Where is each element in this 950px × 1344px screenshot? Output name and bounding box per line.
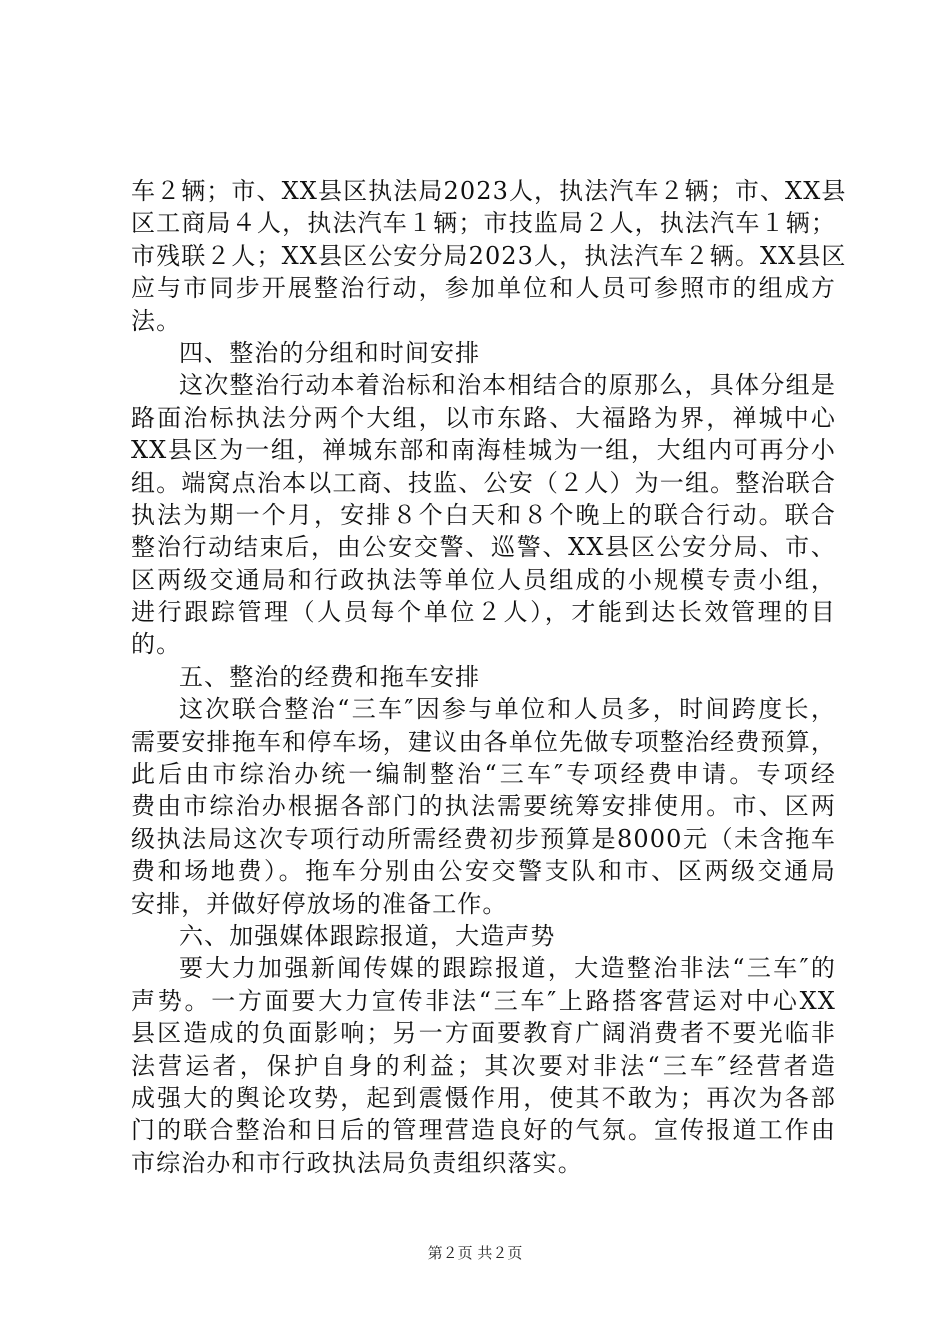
section-heading: 六、加强媒体跟踪报道，大造声势: [179, 921, 556, 950]
text-line: 法营运者，保护自身的利益；其次要对非法“三车″经营者造: [131, 1051, 836, 1080]
text-line: 区两级交通局和行政执法等单位人员组成的小规模专责小组，: [131, 565, 836, 594]
text-line: 市综治办和市行政执法局负责组织落实。: [131, 1148, 583, 1177]
section-heading: 四、整治的分组和时间安排: [179, 338, 481, 367]
text-line: 进行跟踪管理（人员每个单位２人），才能到达长效管理的目: [131, 598, 836, 627]
section-heading: 五、整治的经费和拖车安排: [179, 662, 481, 691]
text-line: 的。: [131, 630, 182, 659]
text-line: 市残联２人；XX县区公安分局2023人，执法汽车２辆。XX县区: [131, 241, 847, 270]
text-line: 门的联合整治和日后的管理营造良好的气氛。宣传报道工作由: [131, 1116, 836, 1145]
page-number-footer: 第２页 共２页: [427, 1244, 523, 1262]
text-line: 车２辆；市、XX县区执法局2023人，执法汽车２辆；市、XX县: [131, 177, 847, 205]
text-line: 区工商局４人，执法汽车１辆；市技监局２人，执法汽车１辆；: [131, 209, 836, 238]
text-line: 应与市同步开展整治行动，参加单位和人员可参照市的组成方: [131, 274, 836, 303]
document-body: [131, 175, 847, 1179]
text-line: 法。: [131, 306, 182, 335]
text-line: 执法为期一个月，安排８个白天和８个晚上的联合行动。联合: [131, 500, 836, 529]
text-line: 整治行动结束后，由公安交警、巡警、XX县区公安分局、市、: [131, 533, 836, 562]
text-line: 级执法局这次专项行动所需经费初步预算是8000元（未含拖车: [131, 824, 836, 853]
text-line: 费由市综治办根据各部门的执法需要统筹安排使用。市、区两: [131, 792, 836, 821]
paragraph-first-line: 这次整治行动本着治标和治本相结合的原那么，具体分组是: [179, 371, 836, 400]
paragraph-first-line: 这次联合整治“三车″因参与单位和人员多，时间跨度长，: [179, 695, 836, 724]
text-line: 此后由市综治办统一编制整治“三车″专项经费申请。专项经: [131, 760, 836, 789]
text-line: 安排，并做好停放场的准备工作。: [131, 889, 508, 918]
text-line: 费和场地费）。拖车分别由公安交警支队和市、区两级交通局: [131, 857, 836, 886]
text-line: 县区造成的负面影响；另一方面要教育广阔消费者不要光临非: [131, 1019, 836, 1048]
text-line: 需要安排拖车和停车场，建议由各单位先做专项整治经费预算，: [131, 727, 836, 756]
text-line: 路面治标执法分两个大组，以市东路、大福路为界，禅城中心: [131, 403, 836, 432]
text-line: XX县区为一组，禅城东部和南海桂城为一组，大组内可再分小: [131, 436, 836, 465]
text-line: 成强大的舆论攻势，起到震慑作用，使其不敢为；再次为各部: [131, 1083, 836, 1112]
text-line: 组。端窝点治本以工商、技监、公安（２人）为一组。整治联合: [131, 468, 836, 497]
paragraph-first-line: 要大力加强新闻传媒的跟踪报道，大造整治非法“三车″的: [179, 954, 836, 983]
text-line: 声势。一方面要大力宣传非法“三车″上路搭客营运对中心XX: [131, 986, 836, 1015]
